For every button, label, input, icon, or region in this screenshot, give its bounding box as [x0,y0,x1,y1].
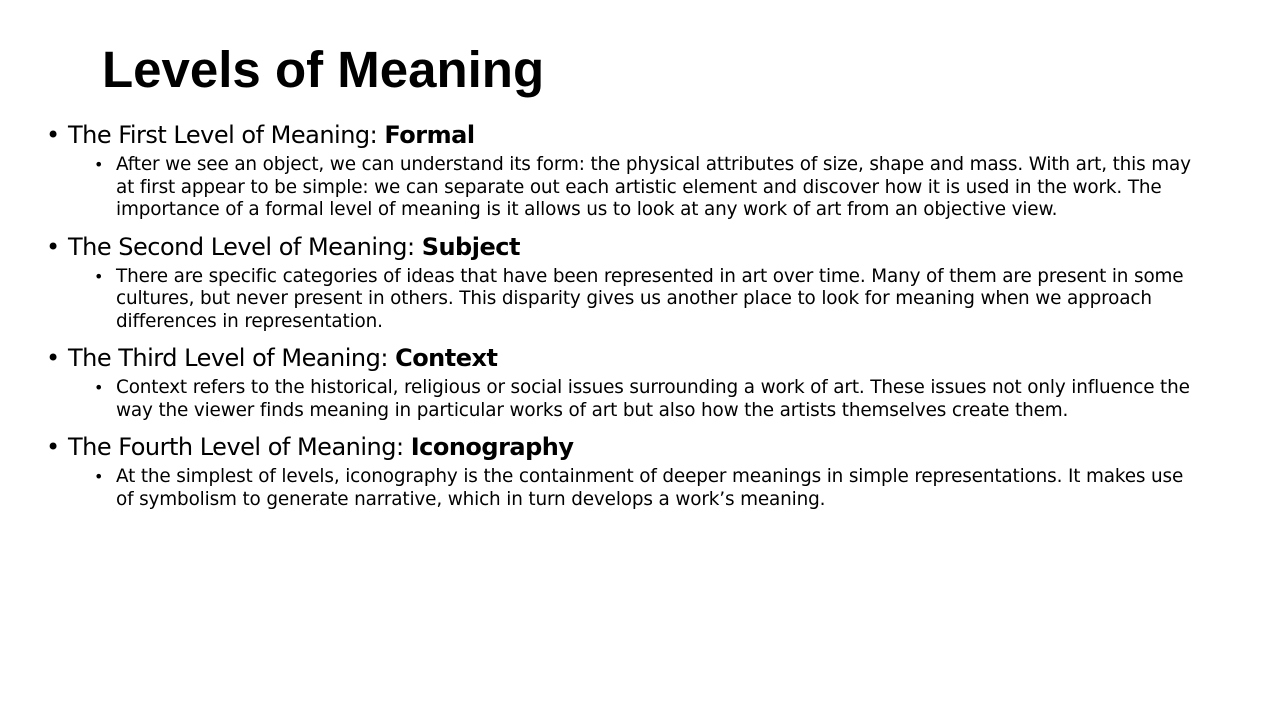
sub-bullet-icon: • [94,378,104,397]
level-heading-name: Formal [384,121,475,149]
level-heading [46,341,1206,375]
level-item-context [46,341,1206,422]
level-item-subject [46,230,1206,334]
level-heading-prefix: The Fourth Level of Meaning: [68,433,411,461]
level-detail [94,377,1206,422]
bullet-list [46,118,1206,519]
level-heading-name: Subject [421,232,520,261]
bullet-icon: • [46,232,60,261]
slide-title: Levels of Meaning [102,41,545,98]
level-heading [46,118,1206,152]
level-detail [94,154,1206,222]
level-detail-text: After we see an object, we can understand its form: the physical attributes of size, shape and mass. With art, this may at first appear to be simple: we can separate out each artistic element and discover how it is used in the work. The importance of a formal level of meaning is it allows us to look at any work of art from an objective view. [116,154,1191,220]
bullet-icon: • [46,433,60,461]
bullet-icon: • [46,344,60,372]
sub-bullet-icon: • [94,467,104,486]
level-detail [94,265,1206,334]
level-heading-prefix: The Second Level of Meaning: [68,232,422,261]
level-item-formal [46,118,1206,222]
level-detail-text: Context refers to the historical, religious or social issues surrounding a work of art. These issues not only influence the way the viewer finds meaning in particular works of art but also how the artists themselves create them. [116,377,1190,421]
level-heading [46,230,1206,264]
level-heading-prefix: The Third Level of Meaning: [68,344,396,372]
bullet-icon: • [46,121,60,149]
level-detail-text: At the simplest of levels, iconography is the containment of deeper meanings in simple representations. It makes use of symbolism to generate narrative, which in turn develops a work’s meaning. [116,466,1184,510]
level-heading-name: Context [395,344,498,372]
level-item-iconography [46,430,1206,511]
level-heading [46,430,1206,464]
level-heading-name: Iconography [410,433,574,461]
sub-bullet-icon: • [94,266,104,286]
level-detail [94,466,1206,511]
sub-bullet-icon: • [94,155,104,174]
level-heading-prefix: The First Level of Meaning: [68,121,385,149]
level-detail-text: There are specific categories of ideas that have been represented in art over time. Many of them are present in some cultures, but never present in others. This disparity gives us another place to look for meaning when we approach differences in representation. [116,265,1184,332]
